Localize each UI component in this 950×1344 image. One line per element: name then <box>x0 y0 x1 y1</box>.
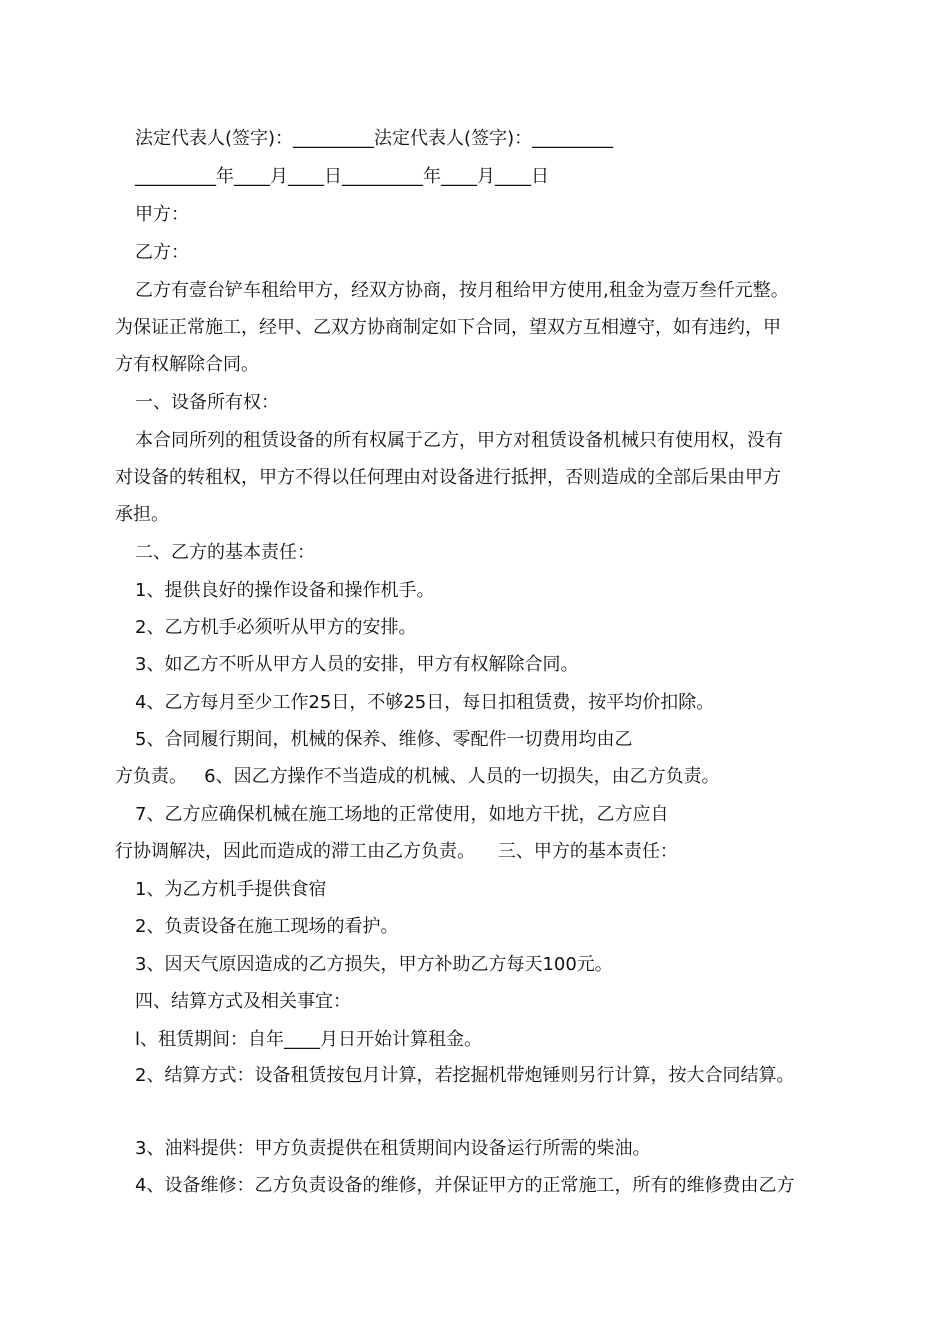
list-item: 3、如乙方不听从甲方人员的安排，甲方有权解除合同。 <box>135 654 579 675</box>
section-heading: 四、结算方式及相关事宜： <box>135 991 351 1012</box>
party-a-line: 甲方： <box>135 204 189 225</box>
list-item: l、租赁期间：自年____月日开始计算租金。 <box>135 1029 482 1050</box>
signature-line: 法定代表人(签字)：_________法定代表人(签字)：_________ <box>135 128 614 149</box>
paragraph-line: 为保证正常施工，经甲、乙双方协商制定如下合同，望双方互相遵守，如有违约，甲 <box>115 317 781 338</box>
list-item: 4、乙方每月至少工作25日，不够25日，每日扣租赁费，按平均价扣除。 <box>135 692 715 713</box>
list-item: 2、乙方机手必须听从甲方的安排。 <box>135 617 417 638</box>
list-item: 2、结算方式：设备租赁按包月计算，若挖掘机带炮锤则另行计算，按大合同结算。 <box>135 1065 795 1086</box>
paragraph-line: 承担。 <box>115 504 169 525</box>
list-item: 方负责。 6、因乙方操作不当造成的机械、人员的一切损失，由乙方负责。 <box>115 766 720 787</box>
paragraph-line: 乙方有壹台铲车租给甲方，经双方协商，按月租给甲方使用,租金为壹万叁仟元整。 <box>135 280 789 301</box>
list-item: 5、合同履行期间，机械的保养、维修、零配件一切费用均由乙 <box>135 729 633 750</box>
list-item: 4、设备维修：乙方负责设备的维修，并保证甲方的正常施工，所有的维修费由乙方 <box>135 1175 795 1196</box>
list-item: 2、负责设备在施工现场的看护。 <box>135 916 399 937</box>
list-item: 1、为乙方机手提供食宿 <box>135 879 327 900</box>
paragraph-line: 本合同所列的租赁设备的所有权属于乙方，甲方对租赁设备机械只有使用权，没有 <box>135 430 783 451</box>
list-item: 3、因天气原因造成的乙方损失，甲方补助乙方每天100元。 <box>135 954 613 975</box>
section-heading: 二、乙方的基本责任： <box>135 542 315 563</box>
list-item: 3、油料提供：甲方负责提供在租赁期间内设备运行所需的柴油。 <box>135 1138 651 1159</box>
section-heading: 一、设备所有权： <box>135 392 279 413</box>
paragraph-line: 方有权解除合同。 <box>115 354 259 375</box>
paragraph-line: 对设备的转租权，甲方不得以任何理由对设备进行抵押，否则造成的全部后果由甲方 <box>115 467 781 488</box>
list-item: 1、提供良好的操作设备和操作机手。 <box>135 580 435 601</box>
date-line: _________年____月____日_________年____月____日 <box>135 166 549 187</box>
party-b-line: 乙方： <box>135 242 189 263</box>
list-item: 行协调解决，因此而造成的滞工由乙方负责。 三、甲方的基本责任： <box>115 841 678 862</box>
list-item: 7、乙方应确保机械在施工场地的正常使用，如地方干扰，乙方应自 <box>135 804 669 825</box>
